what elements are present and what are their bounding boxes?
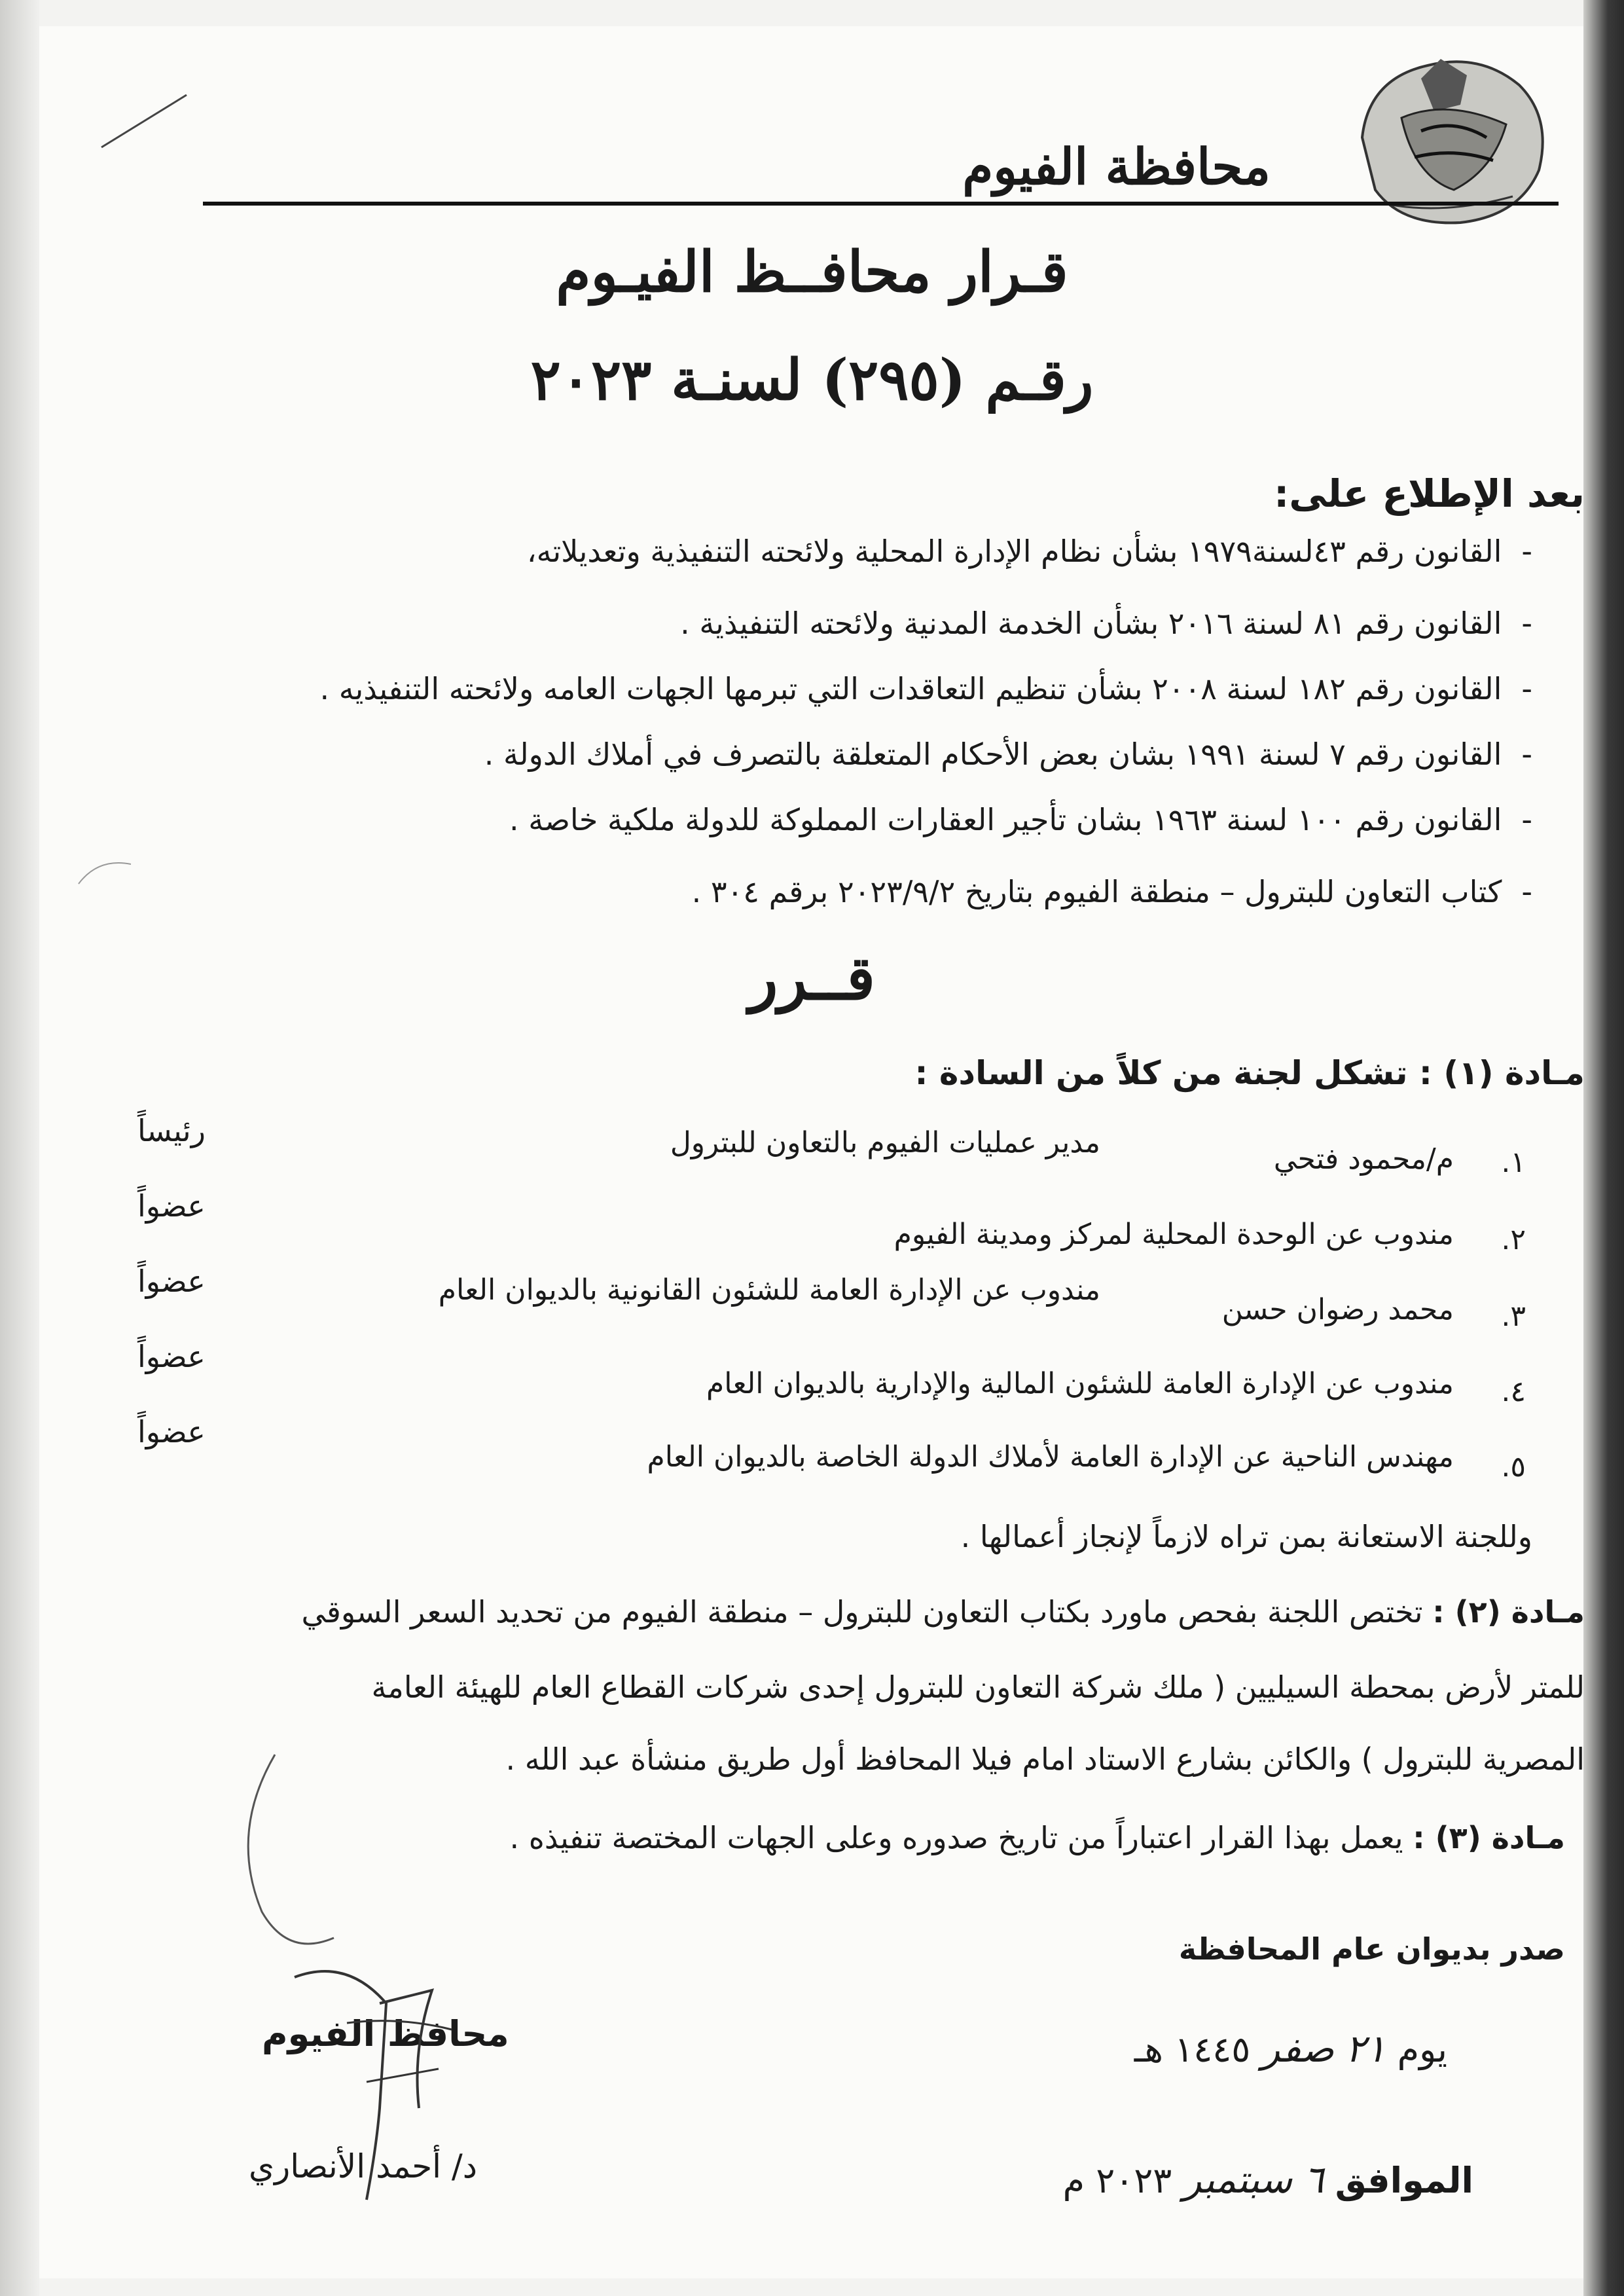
decision-heading: قــرر (748, 943, 876, 1013)
member-number: ٥. (1501, 1450, 1526, 1484)
issued-statement: صدر بديوان عام المحافظة (1178, 1931, 1565, 1967)
member-role: عضواً (137, 1414, 206, 1449)
article-2-line-2: للمتر لأرض بمحطة السيليين ( ملك شركة التعاون للبترول إحدى شركات القطاع العام للهيئة العامة (371, 1669, 1585, 1705)
member-role: عضواً (137, 1264, 206, 1299)
decree-number: رقـم (٢٩٥) لسنـة ٢٠٢٣ (530, 347, 1094, 413)
member-position: مندوب عن الإدارة العامة للشئون المالية والإدارية بالديوان العام (706, 1367, 1454, 1400)
gregorian-date: الموافق ٦ سبتمبر ٢٠٢٣ م (1062, 2157, 1473, 2202)
member-position: مدير عمليات الفيوم بالتعاون للبترول (670, 1126, 1100, 1159)
decree-title: قـرار محافــظ الفيـوم (556, 239, 1068, 305)
governorate-name: محافظة الفيوم (962, 137, 1271, 196)
preamble-item: -القانون رقم ٤٣لسنة١٩٧٩ بشأن نظام الإدارة المحلية ولائحته التنفيذية وتعديلاته، (526, 534, 1532, 569)
preamble-item: -القانون رقم ١٨٢ لسنة ٢٠٠٨ بشأن تنظيم التعاقدات التي تبرمها الجهات العامه ولائحته التنفيذيه . (319, 671, 1532, 706)
preamble-intro: بعد الإطلاع على: (1274, 471, 1585, 516)
member-position: مندوب عن الإدارة العامة للشئون القانونية بالديوان العام (438, 1273, 1100, 1307)
signatory-name: د/ أحمد الأنصاري (249, 2147, 478, 2185)
preamble-item: -القانون رقم ٨١ لسنة ٢٠١٦ بشأن الخدمة المدنية ولائحته التنفيذية . (680, 606, 1532, 641)
member-role: عضواً (137, 1188, 206, 1224)
article-2-line-1: مـادة (٢) : تختص اللجنة بفحص ماورد بكتاب التعاون للبترول – منطقة الفيوم من تحديد السعر السوقي (301, 1594, 1585, 1630)
preamble-item: -القانون رقم ١٠٠ لسنة ١٩٦٣ بشان تأجير العقارات المملوكة للدولة ملكية خاصة . (509, 802, 1532, 837)
member-role: عضواً (137, 1339, 206, 1374)
header-rule (203, 202, 1559, 206)
article-1-heading: مـادة (١) : تشكل لجنة من كلاً من السادة : (914, 1054, 1585, 1092)
member-number: ٣. (1501, 1300, 1526, 1333)
signatory-title: محافظ الفيوم (262, 2013, 509, 2054)
governorate-emblem-icon (1343, 39, 1559, 236)
hijri-date: يوم ٢١ صفر ١٤٤٥ هـ (1134, 2026, 1447, 2071)
member-position: مندوب عن الوحدة المحلية لمركز ومدينة الفيوم (893, 1218, 1454, 1251)
member-name: محمد رضوان حسن (1221, 1293, 1454, 1326)
scan-left-edge (0, 0, 39, 2296)
pen-stroke-mark (98, 92, 190, 151)
article-3-heading: مـادة (٣) : (1413, 1820, 1565, 1855)
handwritten-signature-icon (216, 1741, 622, 2239)
member-number: ١. (1501, 1146, 1526, 1179)
article-1-closing: وللجنة الاستعانة بمن تراه لازماً لإنجاز أعمالها . (960, 1519, 1532, 1554)
preamble-item: -القانون رقم ٧ لسنة ١٩٩١ بشان بعض الأحكام المتعلقة بالتصرف في أملاك الدولة . (484, 737, 1532, 772)
member-number: ٢. (1501, 1223, 1526, 1256)
member-name: م/محمود فتحي (1273, 1142, 1454, 1176)
article-2-heading: مـادة (٢) : (1432, 1594, 1585, 1630)
scan-speck (72, 851, 151, 890)
member-role: رئيساً (137, 1113, 206, 1148)
member-position: مهندس الناحية عن الإدارة العامة لأملاك الدولة الخاصة بالديوان العام (647, 1440, 1454, 1474)
preamble-item: -كتاب التعاون للبترول – منطقة الفيوم بتاريخ ٢٠٢٣/٩/٢ برقم ٣٠٤ . (691, 874, 1532, 909)
member-number: ٤. (1501, 1375, 1526, 1408)
scan-right-edge (1583, 0, 1624, 2296)
article-2-line-3: المصرية للبترول ) والكائن بشارع الاستاد امام فيلا المحافظ أول طريق منشأة عبد الله . (505, 1741, 1585, 1777)
article-3-line: مـادة (٣) : يعمل بهذا القرار اعتباراً من تاريخ صدوره وعلى الجهات المختصة تنفيذه . (509, 1820, 1565, 1855)
